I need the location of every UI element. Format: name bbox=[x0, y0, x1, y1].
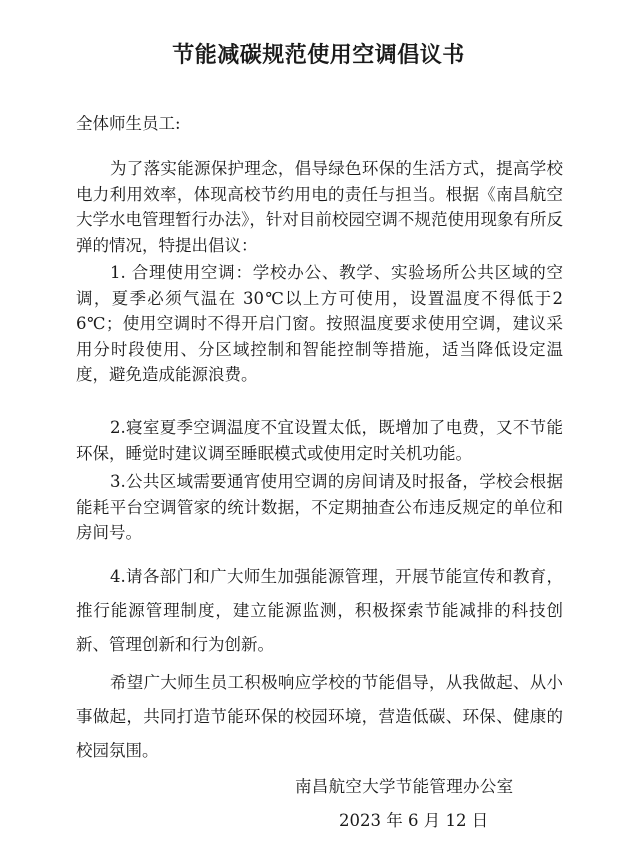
paragraph-item-2: 2.寝室夏季空调温度不宜设置太低，既增加了电费，又不节能环保，睡觉时建议调至睡眠模式或使用定时关机功能。 bbox=[76, 418, 563, 463]
paragraph-closing: 希望广大师生员工积极响应学校的节能倡导，从我做起、从小事做起，共同打造节能环保的校园环境，营造低碳、环保、健康的校园氛围。 bbox=[76, 673, 563, 760]
paragraph-item-3: 3.公共区域需要通宵使用空调的房间请及时报备，学校会根据能耗平台空调管家的统计数据，不定期抽查公布违反规定的单位和房间号。 bbox=[76, 472, 563, 543]
signature-organization: 南昌航空大学节能管理办公室 bbox=[295, 777, 514, 796]
signature-date: 2023 年 6 月 12 日 bbox=[339, 811, 489, 830]
document-title: 节能减碳规范使用空调倡议书 bbox=[172, 43, 465, 68]
salutation: 全体师生员工: bbox=[76, 114, 181, 133]
paragraph-item-1: 1. 合理使用空调：学校办公、教学、实验场所公共区域的空调，夏季必须气温在 30℃以上方可使用，设置温度不得低于26℃；使用空调时不得开启门窗。按照温度要求使用空调，建议采用分时段使用、分区域控制和智能控制等措施，适当降低设定温度，避免造成能源浪费。 bbox=[76, 263, 563, 385]
paragraph-item-4: 4.请各部门和广大师生加强能源管理，开展节能宣传和教育，推行能源管理制度，建立能源监测，积极探索节能减排的科技创新、管理创新和行为创新。 bbox=[76, 567, 563, 654]
paragraph-intro: 为了落实能源保护理念，倡导绿色环保的生活方式，提高学校电力利用效率，体现高校节约用电的责任与担当。根据《南昌航空大学水电管理暂行办法》，针对目前校园空调不规范使用现象有所反弹的情况，特提出倡议： bbox=[76, 159, 563, 255]
